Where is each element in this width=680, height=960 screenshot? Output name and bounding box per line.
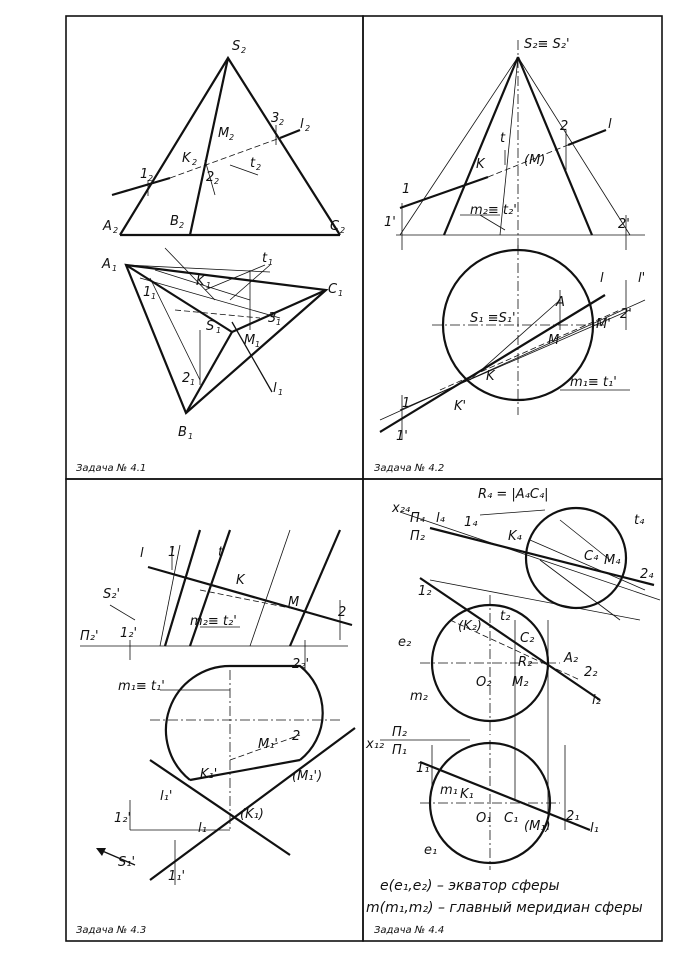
svg-text:2: 2 <box>256 163 262 172</box>
caption-4-1: Задача № 4.1 <box>76 463 147 474</box>
label-l1p: l₁' <box>160 789 173 804</box>
svg-text:1: 1 <box>268 258 274 267</box>
label-l2: l <box>608 117 612 132</box>
panel-frame-4-1 <box>66 16 363 479</box>
label-21p: 2' <box>620 307 632 322</box>
panel-4-3 <box>76 530 355 936</box>
label-l2: l <box>140 546 144 561</box>
svg-text:1: 1 <box>276 318 282 327</box>
svg-text:2: 2 <box>279 118 285 127</box>
label-K2: K <box>476 157 485 172</box>
label-K1: K <box>486 369 495 384</box>
label-m1: m₁ <box>440 783 458 798</box>
svg-text:2: 2 <box>192 158 198 167</box>
label-P2p: Π₂' <box>80 629 99 644</box>
label-P4: Π₄ <box>410 511 425 526</box>
label-m1: m₁≡ t₁' <box>570 375 617 390</box>
label-B1: B <box>178 425 187 440</box>
label-12p: 1₂' <box>120 626 138 641</box>
label-S2: S <box>232 39 241 54</box>
label-x12: x₁₂ <box>366 737 385 752</box>
label-11: 1₁ <box>416 761 430 776</box>
label-21: 2 <box>292 729 301 744</box>
label-24: 2₄ <box>640 567 654 582</box>
label-K1p: K' <box>454 399 467 414</box>
label-O2: O₂ <box>476 675 492 690</box>
label-l4: l₄ <box>436 511 445 526</box>
label-K2: K <box>182 151 191 166</box>
label-A1: A <box>102 257 111 272</box>
label-l1: l₁ <box>198 821 207 836</box>
label-C4: C₄ <box>584 549 599 564</box>
svg-text:2: 2 <box>113 226 119 235</box>
label-K4: K₄ <box>508 529 522 544</box>
panel-4-4 <box>365 487 660 936</box>
label-l1: l <box>600 271 604 286</box>
label-M4: M₄ <box>604 553 621 568</box>
label-11: 1 <box>402 396 411 411</box>
label-12: 1 <box>402 182 411 197</box>
label-32: 3 <box>271 111 280 126</box>
label-22: 2 <box>206 170 215 185</box>
legend-equator: e(e₁,e₂) – экватор сферы <box>380 878 560 894</box>
svg-text:1: 1 <box>255 340 261 349</box>
label-S2p: S₂' <box>103 587 121 602</box>
label-C1: C <box>328 282 338 297</box>
label-M1pb: (M₁') <box>292 769 323 784</box>
label-14: 1₄ <box>464 515 478 530</box>
label-m1: m₁≡ t₁' <box>118 679 165 694</box>
label-m2: m₂ <box>410 689 428 704</box>
svg-text:1: 1 <box>278 388 284 397</box>
label-S1p: S₁' <box>118 855 136 870</box>
svg-text:1: 1 <box>151 292 157 301</box>
label-m2: m₂≡ t₂' <box>470 203 517 218</box>
caption-4-4: Задача № 4.4 <box>374 925 445 936</box>
svg-text:2: 2 <box>179 221 185 230</box>
svg-text:2: 2 <box>241 46 247 55</box>
label-M2: M₂ <box>512 675 529 690</box>
label-11p: 1' <box>396 429 408 444</box>
label-K1p: K₁' <box>200 767 218 782</box>
label-22: 2₂ <box>584 665 598 680</box>
svg-text:2: 2 <box>305 124 311 133</box>
label-11: 1 <box>143 285 152 300</box>
panel-4-2 <box>374 37 645 474</box>
svg-text:2: 2 <box>340 226 346 235</box>
label-l1p: l' <box>638 271 646 286</box>
label-M2: M <box>288 595 300 610</box>
label-l2: l₂ <box>592 693 601 708</box>
label-22: 2 <box>560 119 569 134</box>
label-22: 2 <box>338 605 347 620</box>
panel-4-1 <box>76 39 345 474</box>
caption-4-3: Задача № 4.3 <box>76 925 147 936</box>
label-K1: K₁ <box>460 787 474 802</box>
label-A1: A <box>556 295 565 310</box>
svg-text:1: 1 <box>338 289 344 298</box>
label-R: R₄ = |A₄C₄| <box>478 487 549 502</box>
label-e1: e₁ <box>424 843 438 858</box>
label-P2: Π₂ <box>410 529 425 544</box>
label-x24: x₂₄ <box>392 501 411 516</box>
label-22p: 2₂' <box>292 657 310 672</box>
label-S1: S <box>206 319 215 334</box>
label-12: 1₂ <box>418 584 432 599</box>
label-S2-top: S₂≡ S₂' <box>524 37 570 52</box>
svg-text:1: 1 <box>188 432 194 441</box>
label-A2: A <box>103 219 112 234</box>
svg-text:2: 2 <box>214 177 220 186</box>
label-P1: Π₁ <box>392 743 407 758</box>
label-12p: 1' <box>384 215 396 230</box>
label-C2: C <box>330 219 340 234</box>
legend-meridian: m(m₁,m₂) – главный меридиан сферы <box>366 900 643 916</box>
svg-text:1: 1 <box>206 281 212 290</box>
label-e2: e₂ <box>398 635 412 650</box>
label-M1: M <box>548 333 560 348</box>
label-C1: C₁ <box>504 811 519 826</box>
label-K1: K <box>196 274 205 289</box>
label-22p: 2' <box>618 217 630 232</box>
label-O1: O₁ <box>476 811 492 826</box>
label-12pp: 1₂' <box>114 811 132 826</box>
label-12: 1 <box>168 545 177 560</box>
label-t4: t₄ <box>634 513 645 528</box>
label-K1: (K₁) <box>240 807 264 822</box>
label-t2: t₂ <box>500 609 511 624</box>
label-M2: (M) <box>524 153 546 168</box>
label-12: 1 <box>140 167 149 182</box>
svg-text:1: 1 <box>190 378 196 387</box>
label-l1: l <box>273 381 277 396</box>
label-t1: t <box>262 251 268 266</box>
svg-text:2: 2 <box>229 133 235 142</box>
label-C2: C₂ <box>520 631 535 646</box>
label-K2: (K₂) <box>458 619 482 634</box>
label-m2: m₂≡ t₂' <box>190 614 237 629</box>
svg-text:2: 2 <box>148 174 154 183</box>
label-21: 2 <box>182 371 191 386</box>
label-M2: M <box>218 126 230 141</box>
svg-text:1: 1 <box>112 264 118 273</box>
label-t2: t <box>218 545 224 560</box>
label-P2b: Π₂ <box>392 725 407 740</box>
label-K2: K <box>236 573 245 588</box>
label-21: 2₁ <box>566 809 580 824</box>
label-R2: R₂ <box>518 655 533 670</box>
label-t2: t <box>500 131 506 146</box>
panel-frame-4-3 <box>66 479 363 941</box>
caption-4-2: Задача № 4.2 <box>374 463 445 474</box>
label-M1: (M₁) <box>524 819 551 834</box>
label-M1p: M' <box>596 317 611 332</box>
label-M1: M <box>244 333 256 348</box>
label-t2: t <box>250 156 256 171</box>
label-M1p: M₁' <box>258 737 279 752</box>
label-S1: S₁ ≡S₁' <box>470 311 516 326</box>
label-A2: A₂ <box>564 651 579 666</box>
label-11p: 1₁' <box>168 869 186 884</box>
label-l1: l₁ <box>590 821 599 836</box>
svg-text:1: 1 <box>216 326 222 335</box>
label-31: 3 <box>268 311 277 326</box>
label-l2: l <box>300 117 304 132</box>
label-B2: B <box>170 214 179 229</box>
